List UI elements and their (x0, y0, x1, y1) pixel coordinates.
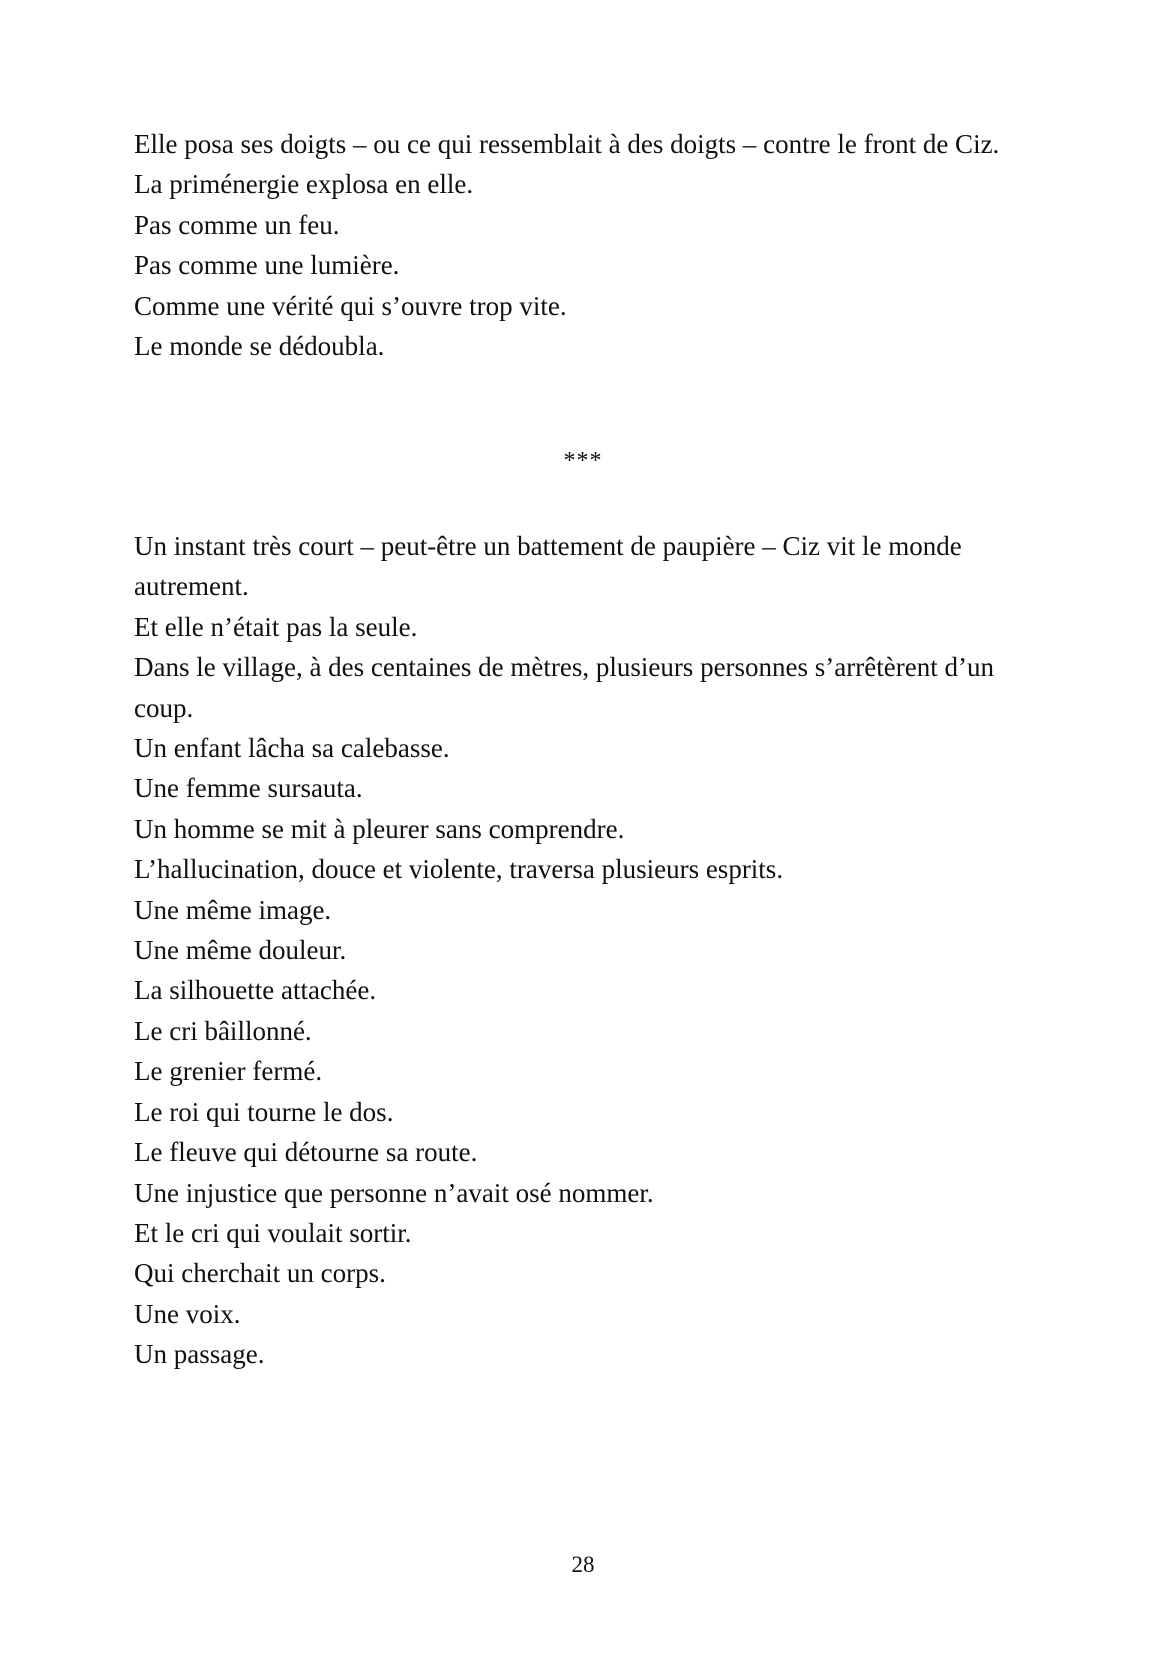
paragraph-line: Le roi qui tourne le dos. (134, 1096, 394, 1127)
paragraph-line: Le monde se dédoubla. (134, 331, 385, 362)
paragraph-line: Une même douleur. (134, 935, 347, 966)
section-two (134, 526, 1034, 1375)
paragraph-line: Une même image. (134, 894, 332, 925)
paragraph-line: La priménergie explosa en elle. (134, 169, 474, 200)
page-number: 28 (571, 1552, 595, 1577)
paragraph-line: La silhouette attachée. (134, 975, 377, 1006)
paragraph-line: Qui cherchait un corps. (134, 1258, 386, 1289)
paragraph-line: Le grenier fermé. (134, 1056, 323, 1087)
paragraph-line: Un enfant lâcha sa calebasse. (134, 733, 450, 764)
paragraph-line: Un passage. (134, 1339, 265, 1370)
paragraph-line: Le fleuve qui détourne sa route. (134, 1137, 478, 1168)
paragraph-line: Et le cri qui voulait sortir. (134, 1217, 412, 1248)
paragraph-line: Une injustice que personne n’avait osé nommer. (134, 1177, 654, 1208)
paragraph-line: Un instant très court – peut-être un battement de paupière – Ciz vit le monde autrement. (134, 531, 962, 602)
section-separator: *** (563, 448, 603, 474)
paragraph-line: Pas comme une lumière. (134, 250, 400, 281)
paragraph-line: Un homme se mit à pleurer sans comprendre. (134, 813, 625, 844)
paragraph-line: Une voix. (134, 1298, 241, 1329)
paragraph-line: Et elle n’était pas la seule. (134, 611, 418, 642)
section-one (134, 124, 1034, 366)
paragraph-line: Dans le village, à des centaines de mètres, plusieurs personnes s’arrêtèrent d’un coup. (134, 652, 994, 723)
paragraph-line: Comme une vérité qui s’ouvre trop vite. (134, 290, 567, 321)
paragraph-line: L’hallucination, douce et violente, traversa plusieurs esprits. (134, 854, 784, 885)
paragraph-line: Elle posa ses doigts – ou ce qui ressemblait à des doigts – contre le front de Ciz. (134, 129, 1000, 159)
paragraph-line: Le cri bâillonné. (134, 1015, 312, 1046)
paragraph-line: Pas comme un feu. (134, 209, 340, 240)
paragraph-line: Une femme sursauta. (134, 773, 363, 804)
